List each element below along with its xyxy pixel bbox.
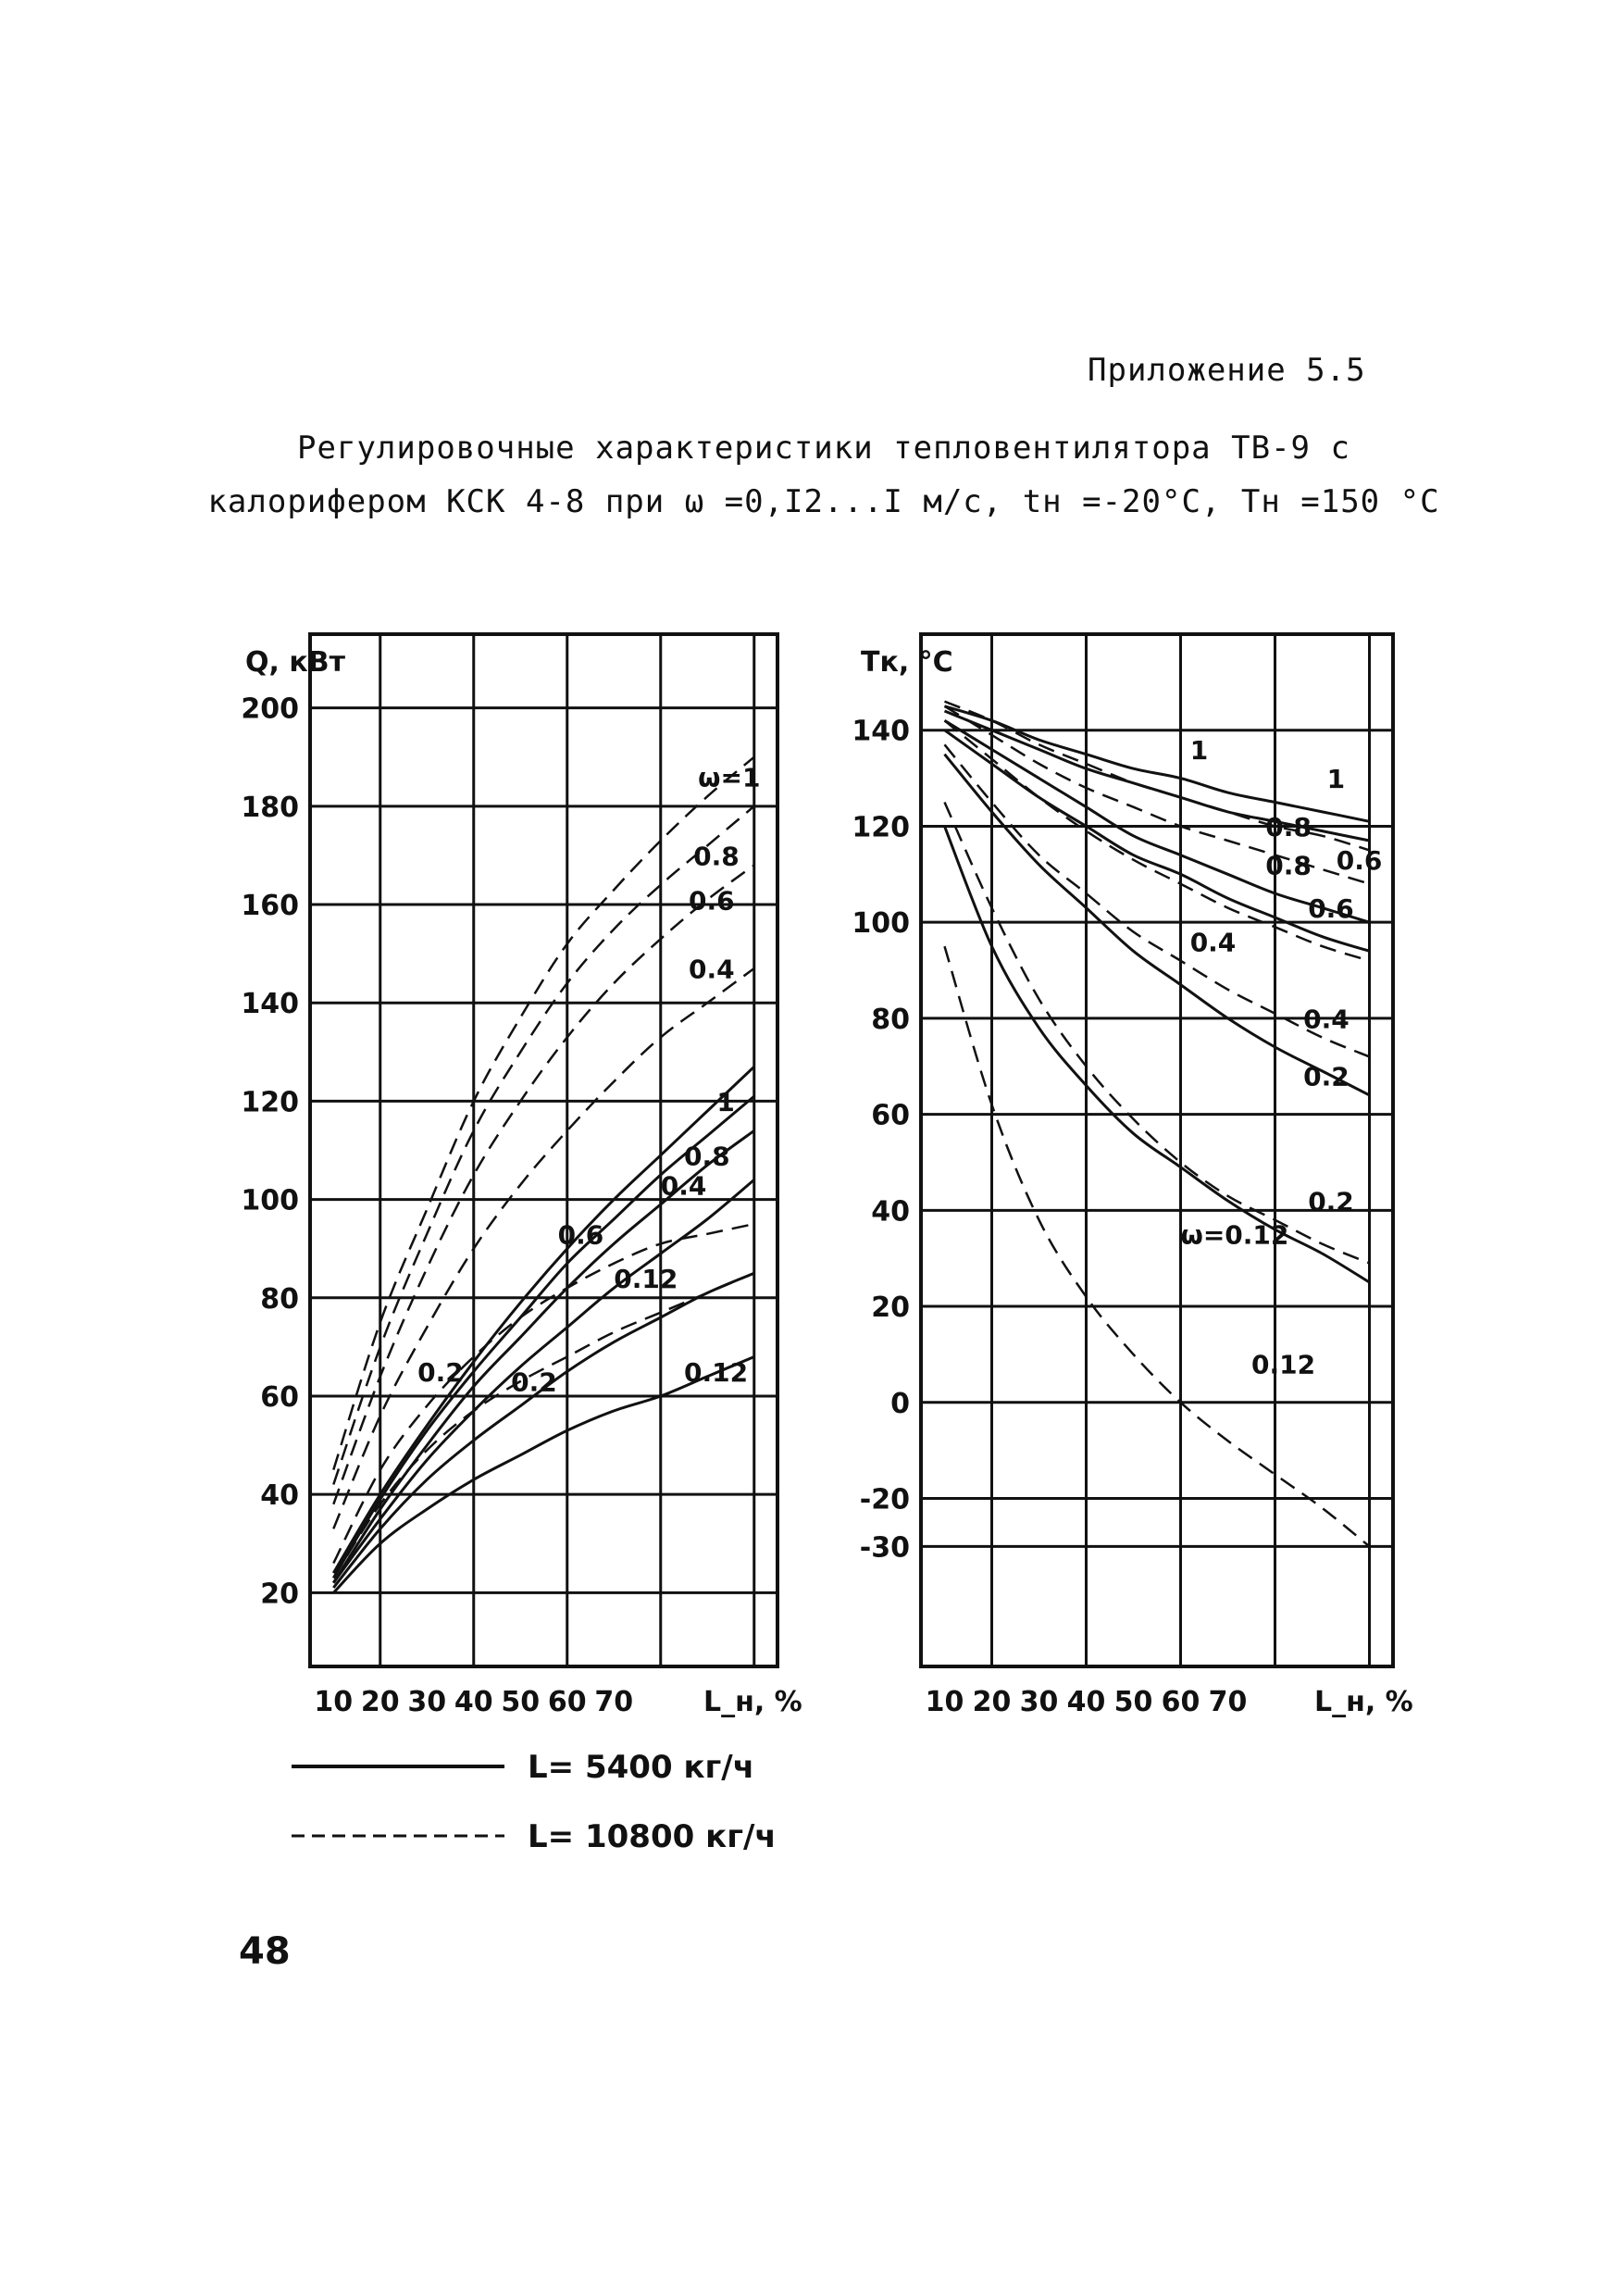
q-chart-y-tick-label: 60 [260,1380,299,1414]
q-chart-series-label: 0.4 [660,1170,707,1202]
q-chart-y-tick-label: 140 [241,988,299,1021]
q-chart-series-label: ω=1 [698,762,761,793]
q-chart-x-tick-label: 30 [407,1686,447,1718]
q-chart-series-label: 0.2 [417,1357,464,1389]
q-chart-y-tick-label: 200 [241,693,299,726]
title-line-1: Регулировочные характеристики тепловентилятора ТВ-9 с [297,430,1350,467]
title-line-2: калорифером КСК 4-8 при ω =0,I2...I м/с, tн =-20°С, Тн =150 °С [207,483,1440,520]
legend-dashed-label: L= 10800 кг/ч [528,1818,777,1855]
tk-chart-series-solid-line [945,826,1370,1282]
q-chart-y-tick-label: 160 [241,890,299,923]
tk-chart-series-label: 0.6 [1336,845,1383,877]
tk-chart-series-solid-line [945,755,1370,1095]
tk-chart-series-label: 0.2 [1308,1186,1354,1217]
tk-chart-x-tick-label: 10 [925,1686,964,1718]
tk-chart-series-label: 1 [1189,734,1209,766]
tk-chart-y-tick-label: -30 [859,1531,910,1565]
q-chart-series-label: 1 [716,1087,735,1118]
tk-chart-x-tick-label: 30 [1019,1686,1059,1718]
tk-chart-series-label: 0.4 [1189,927,1237,958]
q-chart-y-tick-label: 40 [260,1479,299,1513]
appendix-label: Приложение 5.5 [1088,352,1366,389]
q-chart-series-label: 0.8 [693,841,740,872]
q-chart-series-label: 0.8 [684,1141,730,1172]
tk-chart-series-label: 0.2 [1303,1061,1350,1092]
q-chart-x-tick-label: 70 [594,1686,634,1718]
q-chart-series-label: 0.12 [614,1264,678,1295]
q-chart-series-label: 0.2 [511,1366,557,1398]
tk-chart-x-axis-label: L_н, % [1314,1686,1413,1718]
tk-chart-y-tick-label: 120 [852,811,910,844]
tk-chart-y-tick-label: -20 [859,1483,910,1516]
q-chart-series-label: 0.12 [684,1357,749,1389]
tk-chart-series-solid-line [945,706,1370,822]
q-chart-y-tick-label: 80 [260,1282,299,1316]
tk-chart-y-tick-label: 100 [852,907,910,941]
q-chart-x-axis-label: L_н, % [703,1686,802,1718]
tk-chart-y-tick-label: 0 [890,1387,910,1420]
q-chart-x-tick-label: 20 [360,1686,400,1718]
legend-solid-label: L= 5400 кг/ч [528,1749,755,1786]
q-chart-series-label: 0.6 [689,885,735,917]
tk-chart-y-tick-label: 60 [871,1099,910,1132]
tk-chart-series-label: 0.4 [1303,1004,1350,1035]
q-chart-x-tick-label: 40 [454,1686,493,1718]
q-chart-x-tick-label: 10 [314,1686,354,1718]
tk-chart-series-label: 0.6 [1308,892,1354,924]
q-chart-y-tick-label: 120 [241,1086,299,1119]
q-chart-y-axis-label: Q, кВт [245,646,345,679]
q-chart-y-tick-label: 100 [241,1184,299,1217]
tk-chart-x-tick-label: 60 [1161,1686,1200,1718]
page-number: 48 [239,1930,291,1973]
tk-chart-series-label: 1 [1326,763,1346,794]
tk-chart-x-tick-label: 40 [1066,1686,1106,1718]
tk-chart-series-label: 0.8 [1265,850,1312,881]
tk-chart-series-label: 0.12 [1251,1349,1316,1380]
q-chart-y-tick-label: 180 [241,791,299,824]
q-chart-x-tick-label: 60 [547,1686,587,1718]
q-chart-series-solid-line [333,1273,754,1588]
tk-chart-y-tick-label: 140 [852,715,910,748]
tk-chart-y-tick-label: 40 [871,1195,910,1229]
q-chart-series-dashed-line [333,1273,754,1578]
tk-chart-x-tick-label: 20 [972,1686,1012,1718]
tk-chart-series-label: ω=0.12 [1180,1219,1289,1251]
tk-chart-x-tick-label: 70 [1208,1686,1248,1718]
tk-chart-y-tick-label: 20 [871,1292,910,1325]
tk-chart-series-label: 0.8 [1265,811,1312,842]
tk-chart-y-tick-label: 80 [871,1003,910,1036]
q-chart-series-label: 0.6 [557,1219,604,1251]
tk-chart-y-axis-label: Тк, °С [861,646,953,679]
tk-chart-x-tick-label: 50 [1113,1686,1153,1718]
q-chart-x-tick-label: 50 [501,1686,541,1718]
q-chart-y-tick-label: 20 [260,1578,299,1611]
q-chart-series-label: 0.4 [689,954,735,985]
